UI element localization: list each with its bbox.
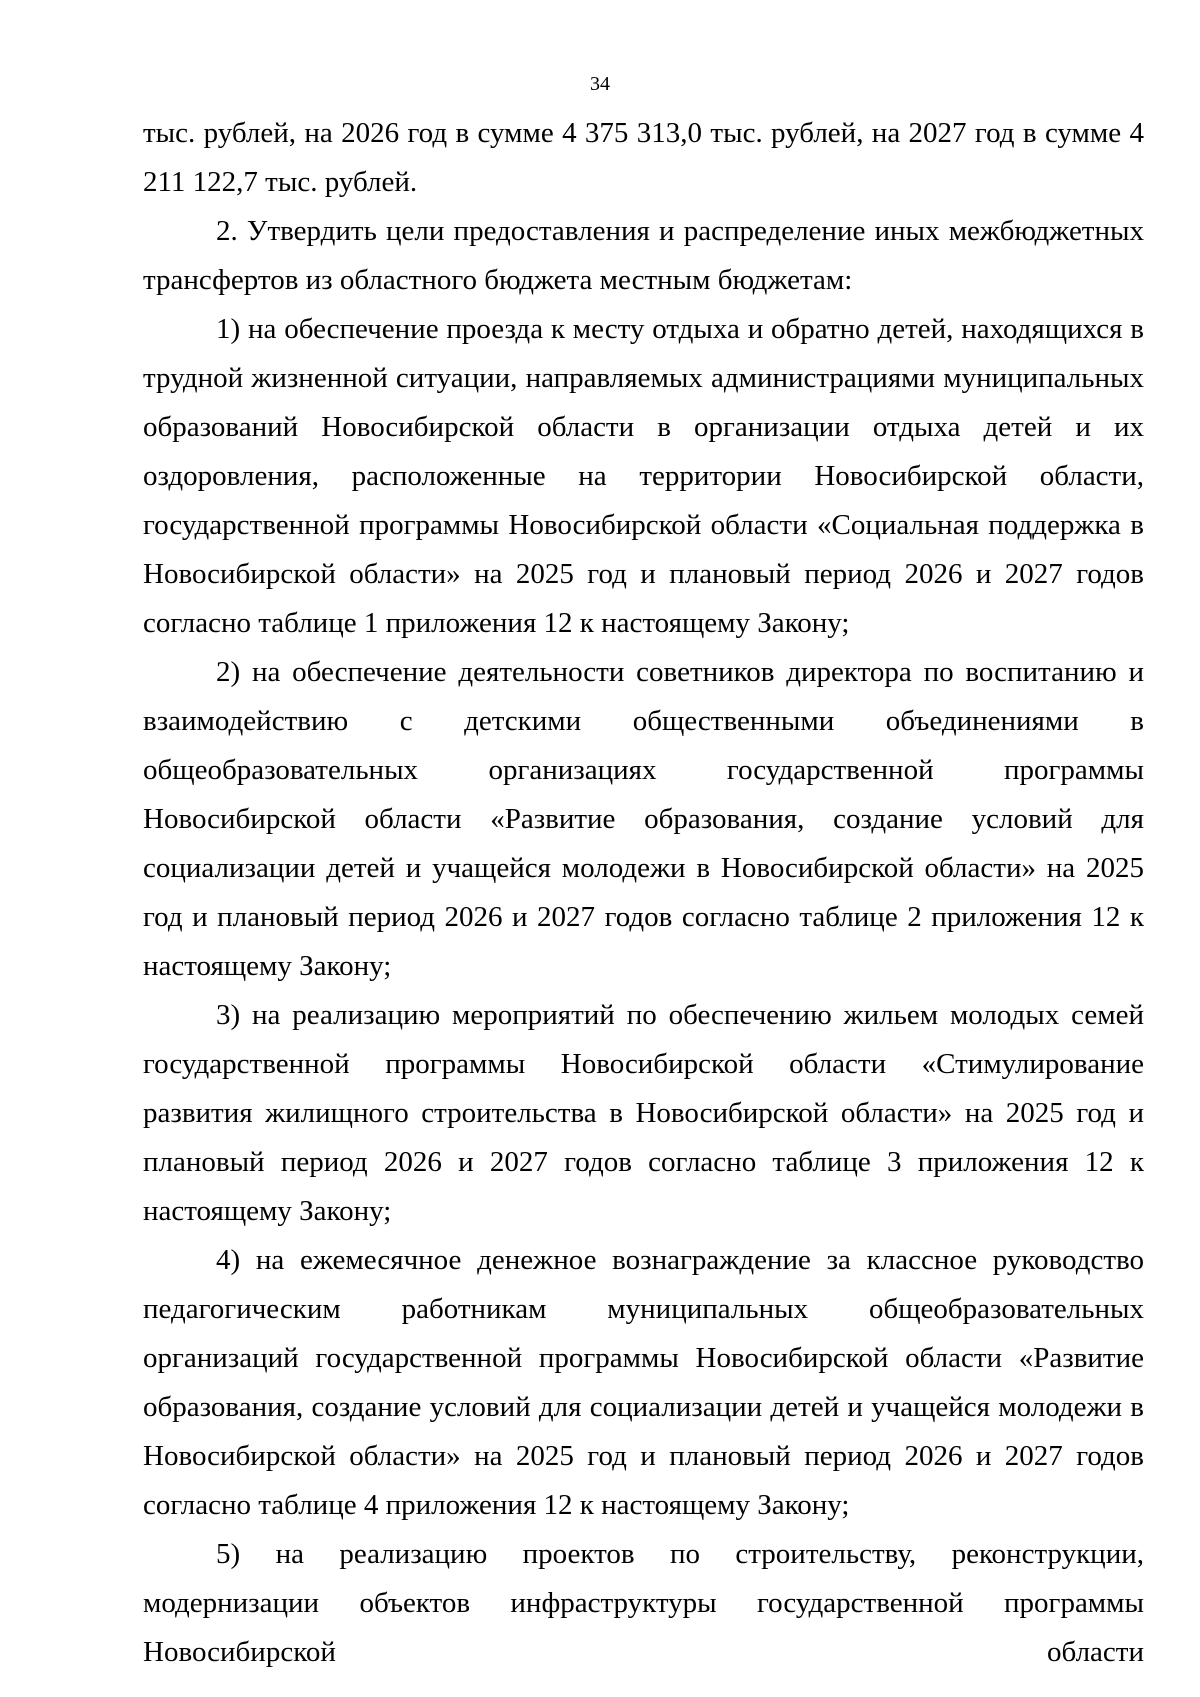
paragraph-subitem-5: 5) на реализацию проектов по строительству, реконструкции, модернизации объектов инфраструктуры государственной программы Новосибирской области	[143, 1538, 1144, 1668]
paragraph-subitem-3: 3) на реализацию мероприятий по обеспечению жильем молодых семей государственной программы Новосибирской области «Стимулирование развития жилищного строительства в Новосибирской области» на 2025 год и плановый период 2026 и 2027 годов согласно таблице 3 приложения 12 к настоящему Закону;	[143, 999, 1144, 1227]
document-body	[143, 109, 1144, 1677]
page-number: 34	[590, 73, 610, 95]
paragraph-continuation: тыс. рублей, на 2026 год в сумме 4 375 313,0 тыс. рублей, на 2027 год в сумме 4 211 122,7 тыс. рублей.	[143, 117, 1144, 198]
paragraph-subitem-4: 4) на ежемесячное денежное вознаграждение за классное руководство педагогическим работникам муниципальных общеобразовательных организаций государственной программы Новосибирской области «Развитие образования, создание условий для социализации детей и учащейся молодежи в Новосибирской области» на 2025 год и плановый период 2026 и 2027 годов согласно таблице 4 приложения 12 к настоящему Закону;	[143, 1244, 1144, 1521]
paragraph-subitem-1: 1) на обеспечение проезда к месту отдыха и обратно детей, находящихся в трудной жизненной ситуации, направляемых администрациями муниципальных образований Новосибирской области в организации отдыха детей и их оздоровления, расположенные на территории Новосибирской области, государственной программы Новосибирской области «Социальная поддержка в Новосибирской области» на 2025 год и плановый период 2026 и 2027 годов согласно таблице 1 приложения 12 к настоящему Закону;	[143, 313, 1144, 639]
paragraph-item-2: 2. Утвердить цели предоставления и распределение иных межбюджетных трансфертов из областного бюджета местным бюджетам:	[143, 215, 1144, 296]
paragraph-subitem-2: 2) на обеспечение деятельности советников директора по воспитанию и взаимодействию с детскими общественными объединениями в общеобразовательных организациях государственной программы Новосибирской области «Развитие образования, создание условий для социализации детей и учащейся молодежи в Новосибирской области» на 2025 год и плановый период 2026 и 2027 годов согласно таблице 2 приложения 12 к настоящему Закону;	[143, 656, 1144, 982]
